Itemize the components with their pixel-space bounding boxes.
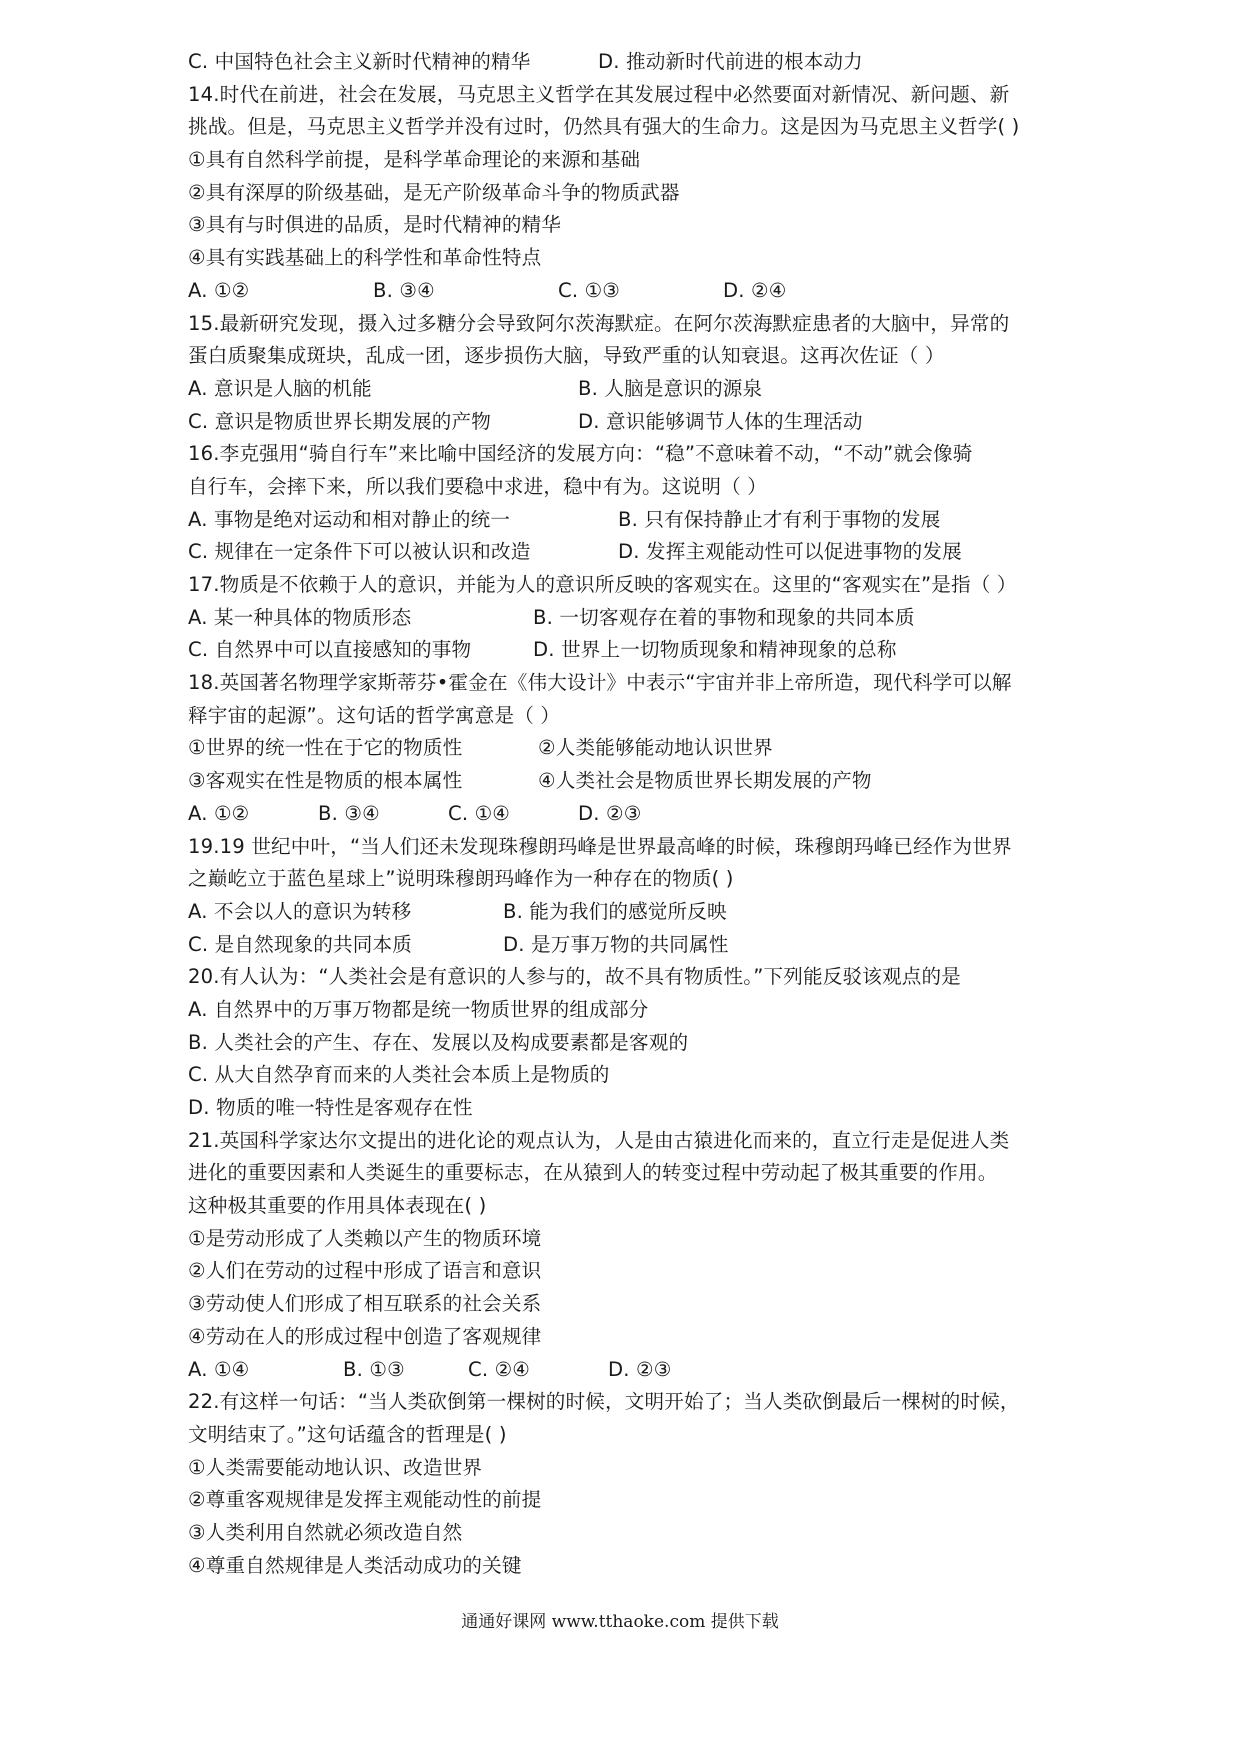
option-row — [188, 929, 1103, 962]
text-line: B. 人类社会的产生、存在、发展以及构成要素都是客观的 — [188, 1030, 689, 1054]
option-row — [188, 504, 1103, 537]
option-row — [188, 765, 1103, 798]
option-item: C. 中国特色社会主义新时代精神的精华 — [188, 50, 531, 73]
text-line: 自行车，会摔下来，所以我们要稳中求进，稳中有为。这说明（ ） — [188, 474, 767, 498]
text-line: 进化的重要因素和人类诞生的重要标志，在从猿到人的转变过程中劳动起了极其重要的作用。 — [188, 1161, 998, 1185]
text-line: 17.物质是不依赖于人的意识，并能为人的意识所反映的客观实在。这里的“客观实在”是指（ ） — [188, 573, 1017, 596]
option-item: D. ②③ — [578, 801, 642, 825]
option-row — [188, 602, 1103, 635]
text-line: 挑战。但是，马克思主义哲学并没有过时，仍然具有强大的生命力。这是因为马克思主义哲学( ) — [188, 115, 1020, 139]
option-item: A. ①② — [188, 278, 250, 302]
text-line: 19.19 世纪中叶，“当人们还未发现珠穆朗玛峰是世界最高峰的时候，珠穆朗玛峰已经作为世界 — [188, 834, 1012, 858]
option-item: D. 世界上一切物质现象和精神现象的总称 — [533, 638, 897, 662]
option-item: ②人类能够能动地认识世界 — [538, 736, 773, 760]
option-item: D. 意识能够调节人体的生理活动 — [578, 409, 863, 433]
text-line: ④劳动在人的形成过程中创造了客观规律 — [188, 1324, 542, 1348]
option-row — [188, 798, 1103, 831]
option-item: C. 意识是物质世界长期发展的产物 — [188, 409, 491, 433]
option-row — [188, 732, 1103, 765]
option-row — [188, 536, 1103, 569]
option-row — [188, 46, 1103, 79]
option-item: C. 自然界中可以直接感知的事物 — [188, 638, 472, 662]
text-line: 16.李克强用“骑自行车”来比喻中国经济的发展方向：“稳”不意味着不动，“不动”就会像骑 — [188, 442, 973, 466]
option-row — [188, 634, 1103, 667]
text-line: ①人类需要能动地认识、改造世界 — [188, 1455, 483, 1479]
option-item: B. 人脑是意识的源泉 — [578, 376, 763, 400]
option-item: B. 只有保持静止才有利于事物的发展 — [618, 507, 941, 531]
text-line: ③人类利用自然就必须改造自然 — [188, 1520, 463, 1544]
option-item: B. ③④ — [373, 278, 435, 302]
text-line: 之巅屹立于蓝色星球上”说明珠穆朗玛峰作为一种存在的物质( ) — [188, 867, 734, 891]
text-line: 15.最新研究发现，摄入过多糖分会导致阿尔茨海默症。在阿尔茨海默症患者的大脑中，异常的 — [188, 311, 1010, 335]
text-line: 21.英国科学家达尔文提出的进化论的观点认为，人是由古猿进化而来的，直立行走是促进人类 — [188, 1128, 1010, 1152]
option-item: D. ②③ — [608, 1357, 672, 1381]
option-row — [188, 1354, 1103, 1387]
option-item: C. 是自然现象的共同本质 — [188, 932, 413, 956]
option-item: B. ③④ — [318, 801, 380, 825]
option-item: D. 推动新时代前进的根本动力 — [598, 50, 863, 73]
option-row — [188, 406, 1103, 439]
option-item: B. ①③ — [343, 1357, 405, 1381]
option-item: D. ②④ — [723, 278, 787, 302]
text-line: 14.时代在前进，社会在发展，马克思主义哲学在其发展过程中必然要面对新情况、新问题、新 — [188, 82, 1010, 106]
option-item: B. 一切客观存在着的事物和现象的共同本质 — [533, 605, 915, 629]
text-line: ②尊重客观规律是发挥主观能动性的前提 — [188, 1488, 542, 1512]
option-item: A. ①④ — [188, 1357, 250, 1381]
text-line: 这种极其重要的作用具体表现在( ) — [188, 1194, 487, 1218]
option-item: C. 规律在一定条件下可以被认识和改造 — [188, 540, 531, 564]
text-line: 18.英国著名物理学家斯蒂芬•霍金在《伟大设计》中表示“宇宙并非上帝所造，现代科学可以解 — [188, 671, 1012, 695]
option-item: A. 某一种具体的物质形态 — [188, 605, 412, 629]
text-line: ④具有实践基础上的科学性和革命性特点 — [188, 246, 542, 270]
text-line: ①具有自然科学前提，是科学革命理论的来源和基础 — [188, 148, 641, 172]
option-item: B. 能为我们的感觉所反映 — [503, 899, 727, 923]
text-line: C. 从大自然孕育而来的人类社会本质上是物质的 — [188, 1063, 610, 1087]
option-item: C. ②④ — [468, 1357, 531, 1381]
option-item: A. 不会以人的意识为转移 — [188, 899, 412, 923]
text-line: ②人们在劳动的过程中形成了语言和意识 — [188, 1259, 542, 1283]
text-line: D. 物质的唯一特性是客观存在性 — [188, 1096, 473, 1119]
text-line: ②具有深厚的阶级基础，是无产阶级革命斗争的物质武器 — [188, 180, 680, 204]
text-line: 20.有人认为：“人类社会是有意识的人参与的，故不具有物质性。”下列能反驳该观点的是 — [188, 965, 961, 989]
text-line: 文明结束了。”这句话蕴含的哲理是( ) — [188, 1422, 507, 1446]
option-item: A. ①② — [188, 801, 250, 825]
text-line: ③劳动使人们形成了相互联系的社会关系 — [188, 1292, 542, 1316]
option-item: C. ①③ — [558, 278, 621, 302]
footer-source: 通通好课网 www.tthaoke.com 提供下载 — [461, 1612, 779, 1632]
option-item: ③客观实在性是物质的根本属性 — [188, 769, 463, 793]
option-item: ④人类社会是物质世界长期发展的产物 — [538, 769, 872, 793]
text-line: ④尊重自然规律是人类活动成功的关键 — [188, 1553, 522, 1577]
text-line: 22.有这样一句话：“当人类砍倒第一棵树的时候，文明开始了；当人类砍倒最后一棵树的时候， — [188, 1390, 1020, 1414]
text-line: 释宇宙的起源”。这句话的哲学寓意是（ ） — [188, 703, 561, 727]
text-line: 蛋白质聚集成斑块，乱成一团，逐步损伤大脑，导致严重的认知衰退。这再次佐证（ ） — [188, 344, 945, 368]
exam-page — [188, 46, 1103, 1582]
text-line: ③具有与时俱进的品质，是时代精神的精华 — [188, 213, 562, 237]
option-row — [188, 275, 1103, 308]
option-item: D. 发挥主观能动性可以促进事物的发展 — [618, 540, 962, 564]
text-line: A. 自然界中的万事万物都是统一物质世界的组成部分 — [188, 997, 649, 1021]
option-item: A. 意识是人脑的机能 — [188, 376, 372, 400]
text-line: ①是劳动形成了人类赖以产生的物质环境 — [188, 1226, 542, 1250]
option-row — [188, 373, 1103, 406]
option-item: D. 是万事万物的共同属性 — [503, 932, 729, 956]
option-item: C. ①④ — [448, 801, 511, 825]
option-item: A. 事物是绝对运动和相对静止的统一 — [188, 507, 511, 531]
option-row — [188, 896, 1103, 929]
option-item: ①世界的统一性在于它的物质性 — [188, 736, 463, 760]
